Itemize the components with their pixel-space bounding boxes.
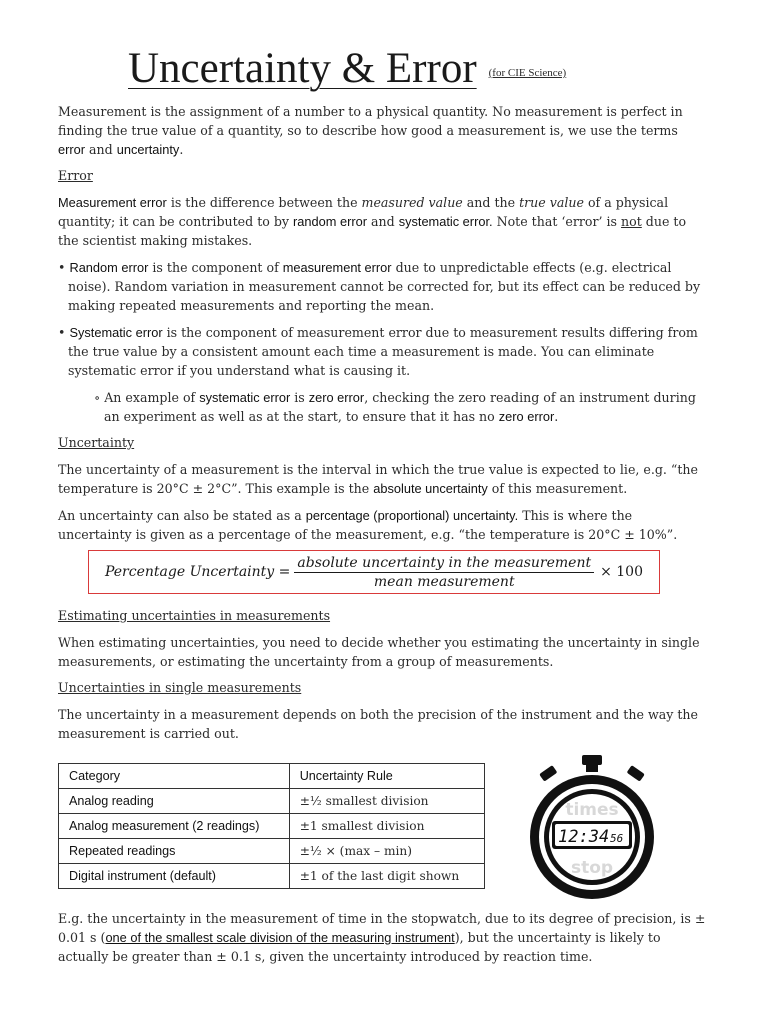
- estimating-paragraph: When estimating uncertainties, you need to decide whether you estimating the uncertainty in single measurements, or estimating the uncertainty from a group of measurements.: [58, 635, 700, 669]
- sub-bullet-icon: ∘: [94, 390, 101, 405]
- percentage-uncertainty-formula: [88, 550, 660, 594]
- table-row: [59, 789, 485, 814]
- uncert1-text-2: of this measurement.: [487, 481, 628, 496]
- formula-lhs: Percentage Uncertainty =: [104, 564, 291, 580]
- uncertainty-rules-table: [58, 763, 485, 889]
- term-measurement-error: Measurement error: [58, 195, 167, 210]
- random-error-bullet: [58, 258, 708, 315]
- term-measurement-error-ref: measurement error: [282, 260, 392, 275]
- table-row: [59, 864, 485, 889]
- random-text-2: due to unpredictable effects (e.g. electrical noise). Random variation in measurement cannot be corrected for, but its effect can be reduced by making repeated measurements and reporting the mean.: [68, 260, 701, 313]
- uncertainty-heading: Uncertainty: [58, 435, 135, 450]
- table-cell-category: Analog reading: [59, 789, 290, 814]
- term-error: error: [58, 142, 86, 157]
- me-text-2: and the: [462, 195, 520, 210]
- table-cell-category: Analog measurement (2 readings): [59, 814, 290, 839]
- term-systematic-error-ex: systematic error: [199, 390, 291, 405]
- table-cell-rule: ±1 of the last digit shown: [289, 864, 484, 889]
- formula-fraction: [294, 555, 594, 590]
- table-header-rule: Uncertainty Rule: [289, 764, 484, 789]
- term-smallest-scale-division: one of the smallest scale division of the measuring instrument: [105, 930, 455, 945]
- closing-text-2: ), but the uncertainty is likely to actually be greater than ± 0.1 s, given the uncertainty introduced by reaction time.: [58, 930, 661, 964]
- error-heading: Error: [58, 168, 93, 183]
- example-text-3: , checking the zero reading of an instrument during an experiment as well as at the start, to ensure that it has no: [104, 390, 696, 424]
- table-cell-category: Digital instrument (default): [59, 864, 290, 889]
- bullet-icon: •: [58, 260, 66, 275]
- uncertainty-paragraph-2: [58, 506, 708, 544]
- emphasis-not: not: [621, 214, 642, 229]
- table-row: [59, 814, 485, 839]
- zero-error-sub-bullet: [58, 388, 708, 426]
- me-text-6: due to the scientist making mistakes.: [58, 214, 687, 248]
- stopwatch-icon: [522, 753, 662, 901]
- table-cell-category: Repeated readings: [59, 839, 290, 864]
- stopwatch-display: 12:34: [558, 827, 610, 847]
- example-text-4: .: [554, 409, 559, 424]
- formula-numerator: absolute uncertainty in the measurement: [294, 555, 594, 573]
- measurement-error-paragraph: [58, 193, 708, 250]
- bullet-icon: •: [58, 325, 66, 340]
- table-cell-rule: ±½ smallest division: [289, 789, 484, 814]
- svg-text:stop: stop: [570, 858, 614, 878]
- intro-text-2: and: [85, 142, 117, 157]
- uncertainty-paragraph-1: [58, 460, 708, 498]
- term-zero-error-2: zero error: [498, 409, 555, 424]
- term-zero-error: zero error: [308, 390, 365, 405]
- term-systematic-error: systematic error.: [398, 214, 493, 229]
- example-text-2: is: [290, 390, 309, 405]
- table-and-figure: [58, 763, 708, 895]
- title-row: [128, 44, 708, 102]
- systematic-text-1: is the component of measurement error due to measurement results differing from the true value by a consistent amount each time a measurement is made. You can eliminate systematic error if you understand what is causing it.: [68, 325, 698, 378]
- table-header-category: Category: [59, 764, 290, 789]
- table-cell-rule: ±½ × (max – min): [289, 839, 484, 864]
- svg-text:times: times: [565, 800, 619, 820]
- me-text-5: Note that ‘error’ is: [492, 214, 622, 229]
- uncert2-text-1: An uncertainty can also be stated as a: [58, 508, 306, 523]
- term-random-error: random error: [293, 214, 367, 229]
- term-true-value: true value: [519, 195, 584, 210]
- page-title: Uncertainty & Error: [128, 45, 477, 92]
- me-text-3: of a physical quantity; it can be contributed to by: [58, 195, 669, 229]
- closing-paragraph: [58, 909, 708, 966]
- table-header-row: [59, 764, 485, 789]
- stopwatch-seconds: 56: [610, 832, 624, 845]
- me-text-1: is the difference between the: [166, 195, 362, 210]
- single-measurements-heading: Uncertainties in single measurements: [58, 680, 302, 695]
- estimating-heading: Estimating uncertainties in measurements: [58, 608, 331, 623]
- intro-text-3: .: [179, 142, 184, 157]
- closing-text-1: E.g. the uncertainty in the measurement of time in the stopwatch, due to its degree of precision, is ± 0.01 s (: [58, 911, 706, 945]
- random-text-1: is the component of: [148, 260, 283, 275]
- me-text-4: and: [367, 214, 399, 229]
- formula-denominator: mean measurement: [373, 573, 515, 590]
- term-percentage-uncertainty: percentage (proportional) uncertainty.: [305, 508, 519, 523]
- uncert1-text-1: The uncertainty of a measurement is the interval in which the true value is expected to lie, e.g. “the temperature is 20°C ± 2°C”. This example is the: [58, 462, 698, 496]
- single-measurements-paragraph: The uncertainty in a measurement depends on both the precision of the instrument and the way the measurement is carried out.: [58, 707, 698, 741]
- intro-paragraph: [58, 102, 708, 159]
- systematic-error-bullet: [58, 323, 708, 380]
- term-random-error-def: Random error: [69, 260, 149, 275]
- term-absolute-uncertainty: absolute uncertainty: [373, 481, 488, 496]
- uncert2-text-2: This is where the uncertainty is given as a percentage of the measurement, e.g. “the temperature is 20°C ± 10%”.: [58, 508, 678, 542]
- intro-text-1: Measurement is the assignment of a number to a physical quantity. No measurement is perfect in finding the true value of a quantity, so to describe how good a measurement is, we use the terms: [58, 104, 683, 138]
- table-row: [59, 839, 485, 864]
- term-systematic-error-def: Systematic error: [69, 325, 163, 340]
- term-measured-value: measured value: [361, 195, 463, 210]
- term-uncertainty: uncertainty: [116, 142, 180, 157]
- example-text-1: An example of: [100, 390, 200, 405]
- table-cell-rule: ±1 smallest division: [289, 814, 484, 839]
- formula-rhs: × 100: [600, 564, 643, 580]
- page-subtitle: (for CIE Science): [488, 67, 567, 79]
- document-page: [58, 44, 708, 966]
